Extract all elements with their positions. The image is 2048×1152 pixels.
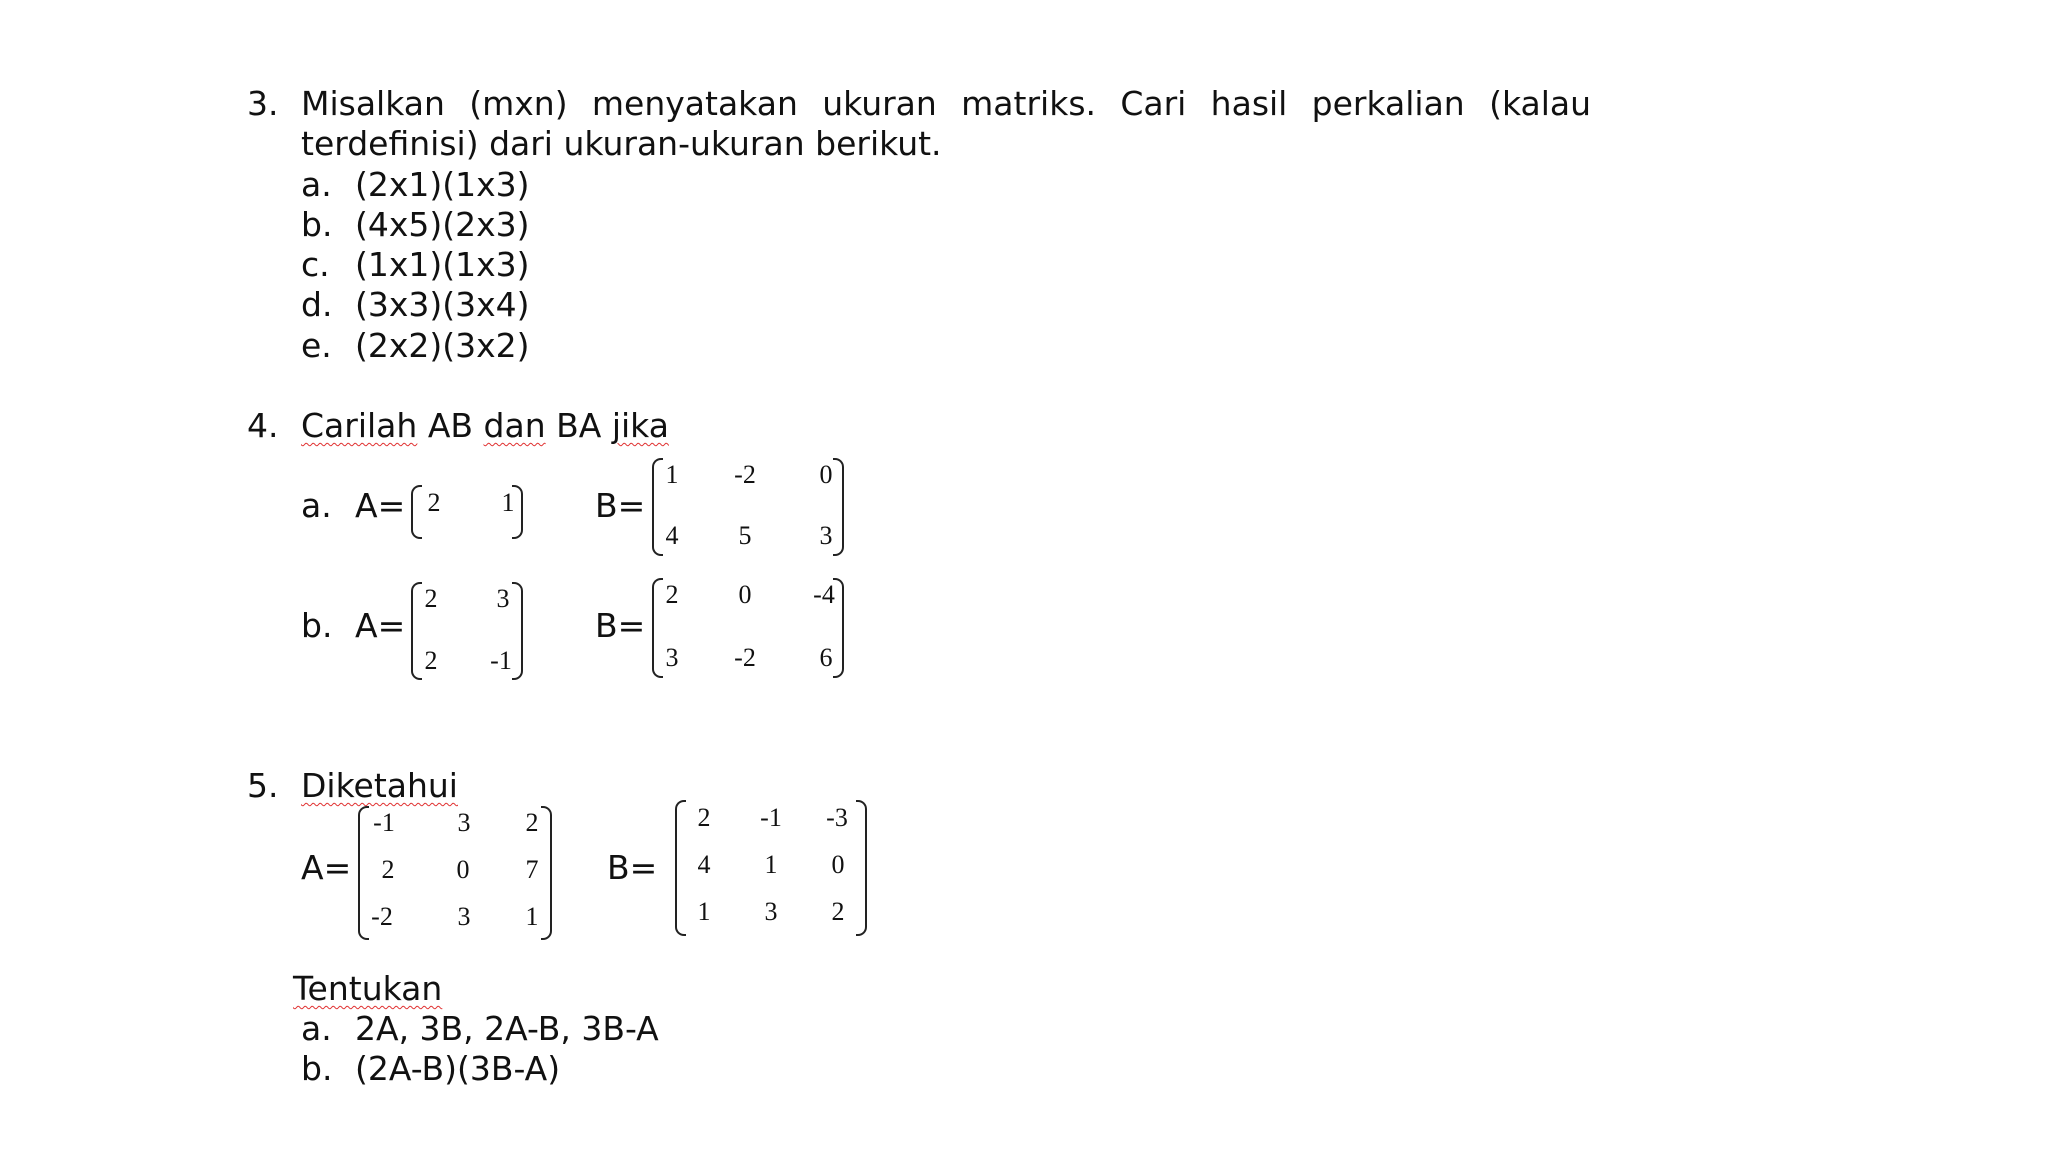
matrix-cell: 7 [525,855,539,884]
q3-item-c-text: (1x1)(1x3) [355,245,530,284]
q3-item-e-text: (2x2)(3x2) [355,326,530,365]
q5-matrix-a [358,806,552,940]
matrix-cell: 1 [525,902,539,931]
q3-item-b-label: b. [301,205,333,244]
matrix-cell: -1 [373,808,395,837]
q4-heading [301,406,669,446]
matrix-cell: 6 [819,643,833,672]
matrix-cell: 2 [424,646,438,675]
q4a-matrix-a [411,485,523,539]
q3-number: 3. [247,84,279,123]
matrix-cell: 3 [764,897,778,926]
matrix-cell: 1 [501,488,515,517]
q3-item-b-text: (4x5)(2x3) [355,205,530,244]
matrix-cell: 3 [496,584,510,613]
matrix-cell: -1 [490,646,512,675]
matrix-cell: 5 [738,521,752,550]
q4a-b-equals: B= [595,486,646,525]
q5-item-b-label: b. [301,1049,333,1088]
matrix-cell: -2 [371,902,393,931]
q3-item-a-text: (2x1)(1x3) [355,165,530,204]
q4-word-jika: jika [611,406,669,445]
matrix-cell: 0 [831,850,845,879]
q5-b-equals: B= [607,848,658,887]
q4b-label: b. [301,606,333,645]
matrix-cell: -2 [734,460,756,489]
q5-heading-word: Diketahui [301,766,458,805]
q3-item-d-label: d. [301,285,333,324]
q4b-matrix-a [411,582,523,680]
matrix-cell: 2 [831,897,845,926]
matrix-cell: 2 [665,580,679,609]
q3-text-line1: Misalkan (mxn) menyatakan ukuran matriks. Cari hasil perkalian (kalau [301,84,1591,123]
matrix-cell: 3 [819,521,833,550]
matrix-cell: 0 [819,460,833,489]
matrix-cell: 4 [665,521,679,550]
q4-number: 4. [247,406,279,445]
matrix-cell: 2 [697,803,711,832]
q4a-label: a. [301,486,332,525]
q5-instruction [293,969,442,1009]
q5-a-equals: A= [301,848,352,887]
q5-item-b-text: (2A-B)(3B-A) [355,1049,561,1088]
matrix-cell: 1 [764,850,778,879]
q4a-a-equals: A= [355,486,406,525]
q4-word-ab: AB [427,406,474,445]
matrix-cell: -3 [826,803,848,832]
q3-item-a-label: a. [301,165,332,204]
q5-item-a-label: a. [301,1009,332,1048]
q4b-b-equals: B= [595,606,646,645]
q4-word-dan: dan [483,406,546,445]
matrix-cell: 4 [697,850,711,879]
q4-word-ba: BA [556,406,602,445]
q4a-matrix-b [652,458,844,556]
q4b-a-equals: A= [355,606,406,645]
matrix-cell: 3 [457,808,471,837]
matrix-cell: -4 [813,580,835,609]
matrix-cell: -2 [734,643,756,672]
matrix-cell: -1 [760,803,782,832]
q5-heading [301,766,458,806]
q3-item-c-label: c. [301,245,330,284]
matrix-cell: 3 [457,902,471,931]
matrix-cell: 0 [456,855,470,884]
q3-text-line2: terdefinisi) dari ukuran-ukuran berikut. [301,124,942,163]
q4b-matrix-b [652,578,844,678]
q5-item-a-text: 2A, 3B, 2A-B, 3B-A [355,1009,659,1048]
matrix-cell: 0 [738,580,752,609]
q3-item-e-label: e. [301,326,332,365]
matrix-cell: 2 [381,855,395,884]
q3-item-d-text: (3x3)(3x4) [355,285,530,324]
matrix-cell: 2 [525,808,539,837]
matrix-cell: 3 [665,643,679,672]
matrix-cell: 1 [665,460,679,489]
q5-instruction-word: Tentukan [293,969,443,1008]
q5-matrix-b [675,800,867,936]
matrix-cell: 2 [424,584,438,613]
q4-word-carilah: Carilah [301,406,418,445]
matrix-cell: 2 [427,488,441,517]
q5-number: 5. [247,766,279,805]
matrix-cell: 1 [697,897,711,926]
